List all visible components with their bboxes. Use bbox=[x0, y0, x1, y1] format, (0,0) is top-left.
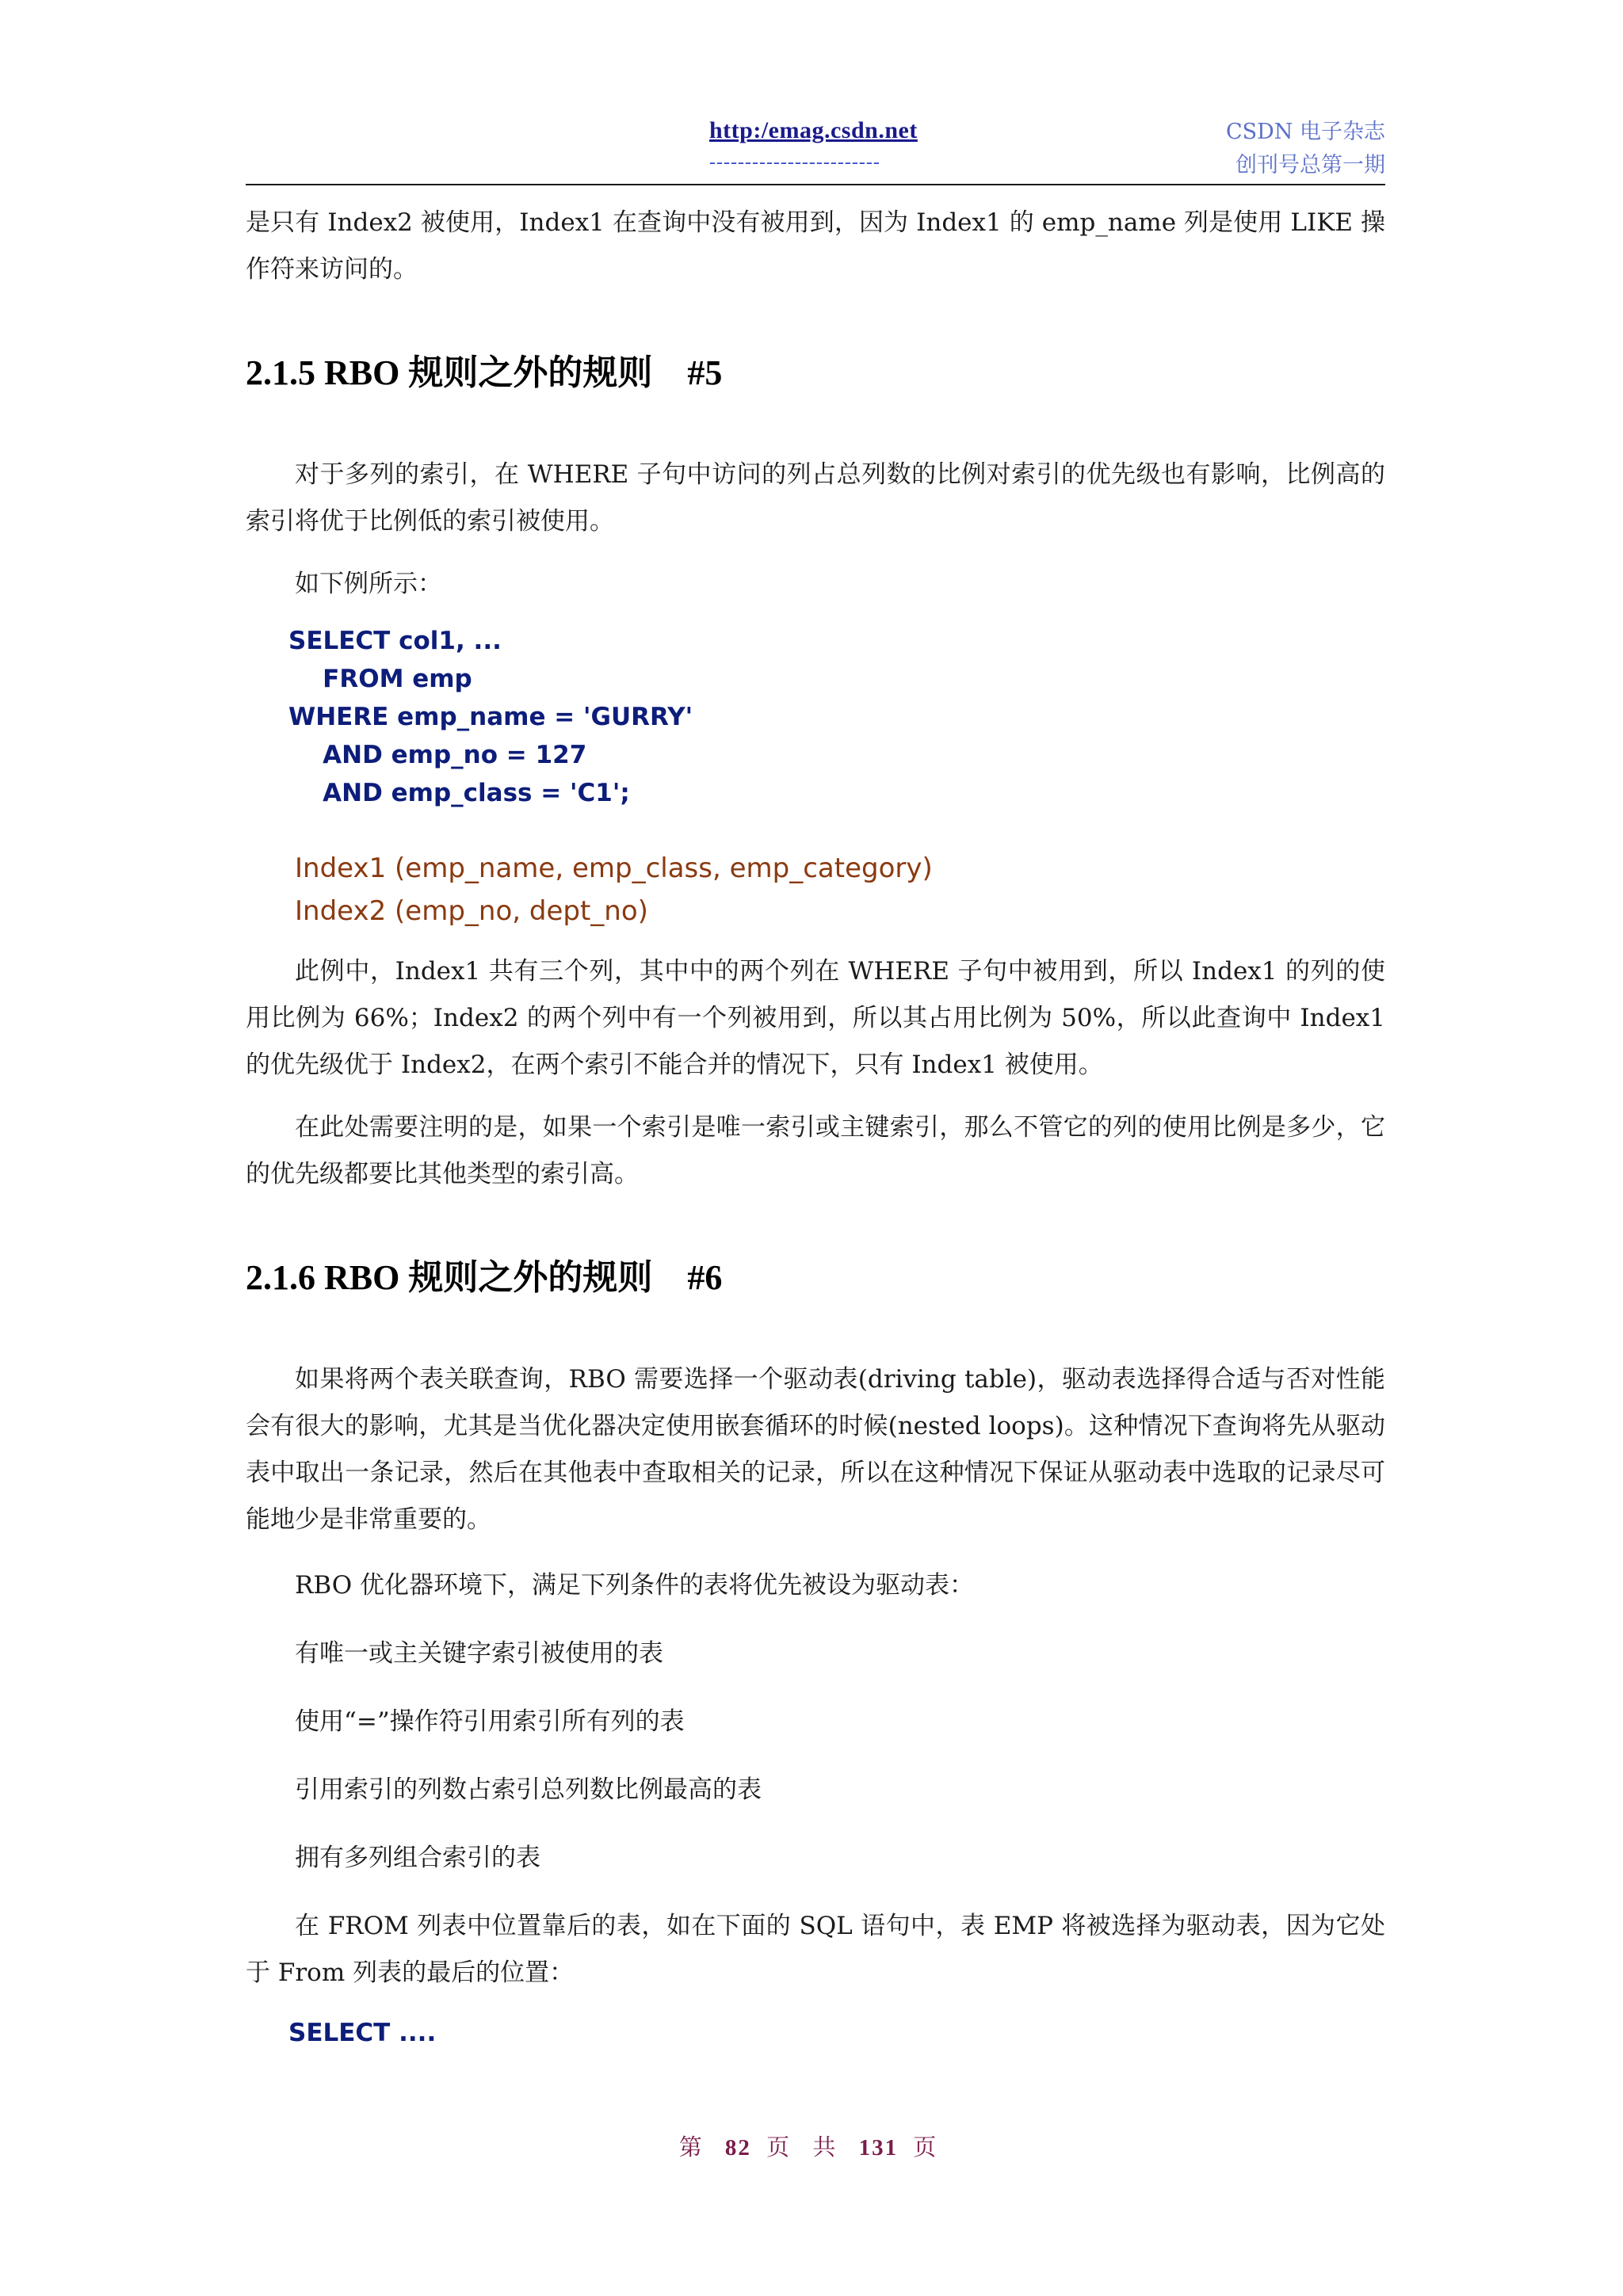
condition-item: 有唯一或主关键字索引被使用的表 bbox=[295, 1639, 663, 1668]
paragraph-example-explanation: 此例中，Index1 共有三个列，其中中的两个列在 WHERE 子句中被用到，所以 Index1 的列的使用比例为 66%；Index2 的两个列中有一个列被用到，所以其占用比例为 50%，所以此查询中 Index1 的优先级优于 Index2，在两个索引不能合并的情况下，只有 Index1 被使用。 bbox=[246, 957, 1385, 1079]
code-line: AND emp_no = 127 bbox=[288, 741, 587, 769]
header-url-link[interactable]: http:/emag.csdn.net bbox=[709, 117, 918, 143]
paragraph-multi-column-index: 对于多列的索引，在 WHERE 子句中访问的列占总列数的比例对索引的优先级也有影响，比例高的索引将优于比例低的索引被使用。 bbox=[246, 460, 1385, 536]
index1-definition: Index1 (emp_name, emp_class, emp_category) bbox=[295, 852, 933, 884]
code-line: WHERE emp_name = 'GURRY' bbox=[288, 703, 693, 731]
footer-prefix: 第 bbox=[678, 2134, 710, 2161]
magazine-title: CSDN 电子杂志 bbox=[1225, 120, 1385, 144]
header-magazine-info bbox=[1226, 116, 1385, 182]
paragraph-driving-table: 如果将两个表关联查询，RBO 需要选择一个驱动表(driving table)，驱动表选择得合适与否对性能会有很大的影响，尤其是当优化器决定使用嵌套循环的时候(nested loops)。这种情况下查询将先从驱动表中取出一条记录，然后在其他表中查取相关的记录，所以在这种情况下保证从驱动表中选取的记录尽可能地少是非常重要的。 bbox=[246, 1365, 1385, 1534]
index2-definition: Index2 (emp_no, dept_no) bbox=[295, 895, 648, 927]
paragraph-example-intro: 如下例所示： bbox=[295, 570, 442, 598]
code-line: FROM emp bbox=[288, 665, 472, 693]
condition-item: 引用索引的列数占索引总列数比例最高的表 bbox=[295, 1775, 762, 1804]
condition-item: 拥有多列组合索引的表 bbox=[295, 1844, 540, 1872]
page-body bbox=[246, 200, 1385, 2052]
footer-middle: 页 共 bbox=[766, 2134, 844, 2161]
code-line: SELECT col1, ... bbox=[288, 627, 502, 655]
section-heading-2-1-5: 2.1.5 RBO 规则之外的规则 #5 bbox=[246, 353, 723, 392]
footer-page-number: 82 bbox=[724, 2135, 751, 2161]
issue-label: 创刊号总第一期 bbox=[1235, 153, 1385, 177]
header-dashes: ------------------------ bbox=[709, 152, 880, 173]
paragraph-intro: 是只有 Index2 被使用，Index1 在查询中没有被用到，因为 Index1 的 emp_name 列是使用 LIKE 操作符来访问的。 bbox=[246, 208, 1385, 284]
footer-suffix: 页 bbox=[913, 2134, 945, 2161]
section-heading-2-1-6: 2.1.6 RBO 规则之外的规则 #6 bbox=[246, 1258, 723, 1297]
code-line-select: SELECT .... bbox=[288, 2019, 437, 2047]
code-block-select bbox=[288, 622, 1385, 812]
index-definitions bbox=[295, 847, 1385, 933]
header-divider bbox=[246, 184, 1385, 185]
paragraph-unique-index-note: 在此处需要注明的是，如果一个索引是唯一索引或主键索引，那么不管它的列的使用比例是多少，它的优先级都要比其他类型的索引高。 bbox=[246, 1113, 1385, 1188]
code-line: AND emp_class = 'C1'; bbox=[288, 779, 630, 807]
footer-total-pages: 131 bbox=[858, 2135, 899, 2161]
paragraph-from-list: 在 FROM 列表中位置靠后的表，如在下面的 SQL 语句中，表 EMP 将被选择为驱动表，因为它处于 From 列表的最后的位置： bbox=[246, 1912, 1385, 1987]
condition-item: 使用“=”操作符引用索引所有列的表 bbox=[295, 1707, 685, 1736]
paragraph-rbo-conditions: RBO 优化器环境下，满足下列条件的表将优先被设为驱动表： bbox=[295, 1571, 974, 1600]
page-footer bbox=[0, 2130, 1623, 2162]
